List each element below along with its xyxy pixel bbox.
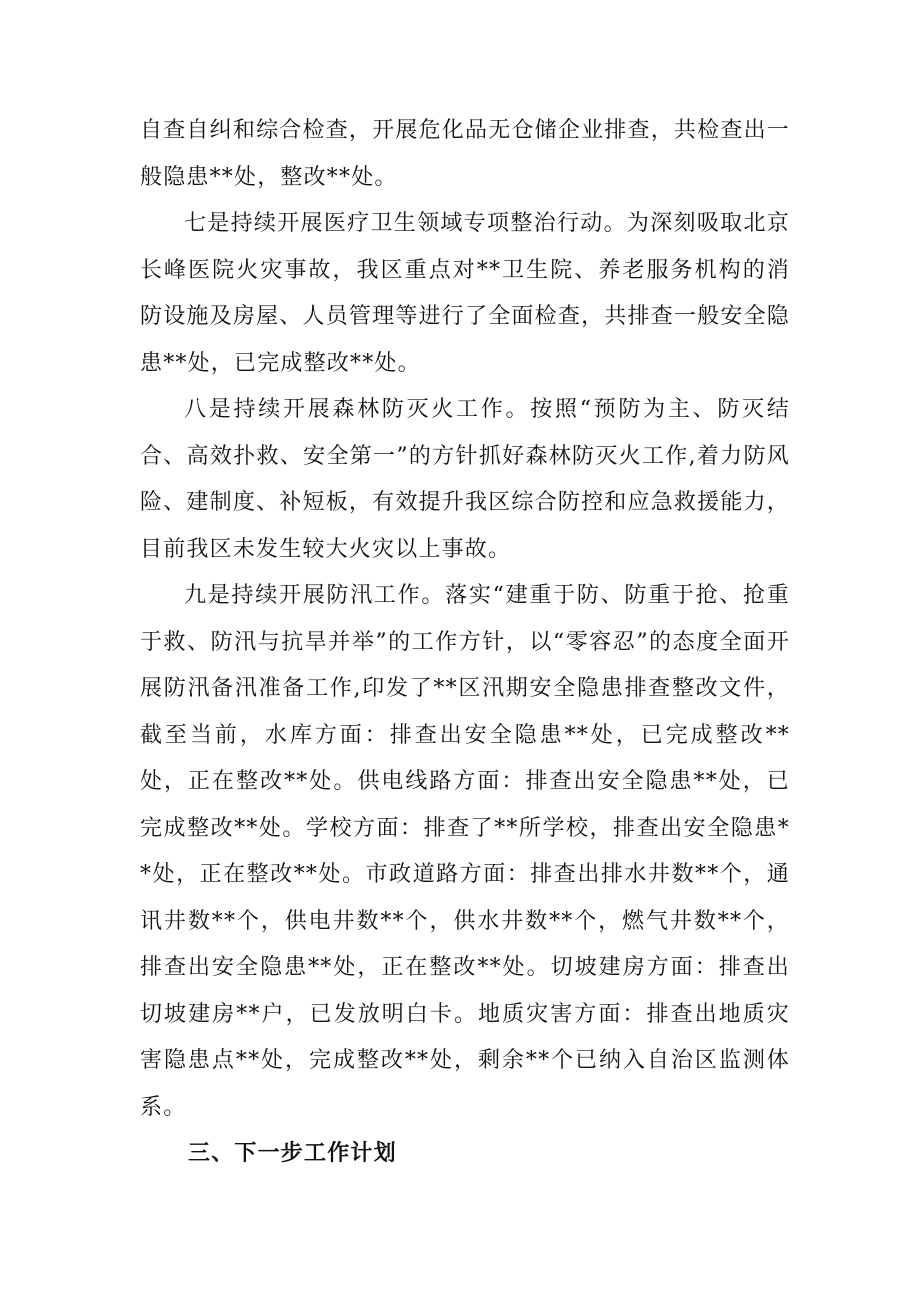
section-heading-next-plan: 三、下一步工作计划 [188, 1141, 397, 1166]
paragraph-forest-fire: 八是持续开展森林防灭火工作。按照“预防为主、防灭结合、高效扑救、安全第一”的方针抓好森林防灭火工作,着力防风险、建制度、补短板，有效提升我区综合防控和应急救援能力，目前我区未发生较大火灾以上事故。 [140, 397, 790, 562]
paragraph-medical-health: 七是持续开展医疗卫生领域专项整治行动。为深刻吸取北京长峰医院火灾事故，我区重点对**卫生院、养老服务机构的消防设施及房屋、人员管理等进行了全面检查，共排查一般安全隐患**处，已完成整改**处。 [140, 211, 790, 376]
paragraph-continuation: 自查自纠和综合检查，开展危化品无仓储企业排查，共检查出一般隐患**处，整改**处。 [140, 118, 790, 190]
paragraph-flood-control: 九是持续开展防汛工作。落实“建重于防、防重于抢、抢重于救、防汛与抗旱并举”的工作方针，以“零容忍”的态度全面开展防汛备汛准备工作,印发了**区汛期安全隐患排查整改文件，截至当前，水库方面：排查出安全隐患**处，已完成整改**处，正在整改**处。供电线路方面：排查出安全隐患**处，已完成整改**处。学校方面：排查了**所学校，排查出安全隐患**处，正在整改**处。市政道路方面：排查出排水井数**个，通讯井数**个，供电井数**个，供水井数**个，燃气井数**个，排查出安全隐患**处，正在整改**处。切坡建房方面：排查出切坡建房**户，已发放明白卡。地质灾害方面：排查出地质灾害隐患点**处，完成整改**处，剩余**个已纳入自治区监测体系。 [140, 583, 790, 1120]
